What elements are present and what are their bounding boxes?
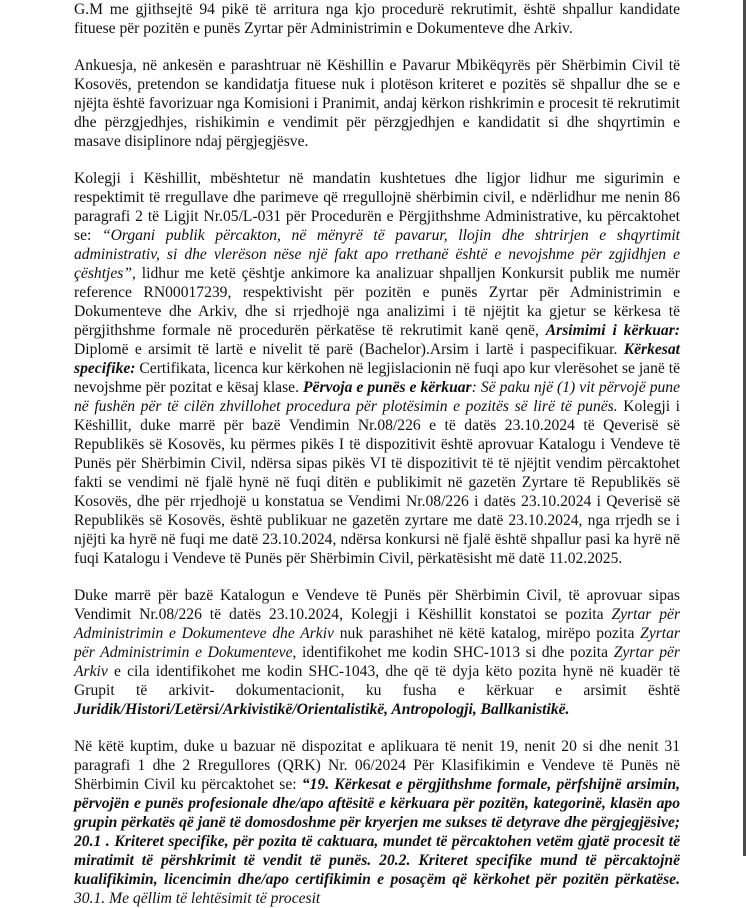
text-run: Diplomë e arsimit të lartë e nivelit të parë (Bachelor).Arsim i lartë i paspecifikuar. (74, 341, 624, 358)
paragraph-regulation (74, 737, 680, 908)
text-run: Duke marrë për bazë Katalogun e Vendeve të Punës për Shërbimin Civil, të aprovuar sipas Vendimit Nr.08/226 të datës 23.10.2024, Kolegji i Këshillit konstatoi se pozita (74, 587, 680, 623)
paragraph-gap (74, 38, 680, 56)
text-run: Në këtë kuptim, duke u bazuar në dispozitat e aplikuara të nenit 19, nenit 20 si dhe nenit 31 paragrafi 1 dhe 2 Rregullores (QRK) Nr. 06/2024 Për Klasifikimin e Vendeve të Punës në Shërbimin Civil ku përcaktohet se: (74, 738, 680, 793)
bold-italic-run: Arsimimi i kërkuar: (545, 322, 680, 339)
text-run: nuk parashihet në këtë katalog, mirëpo pozita (333, 625, 641, 642)
bold-italic-run: Përvoja e punës e kërkuar (303, 379, 472, 396)
paragraph-gap (74, 719, 680, 737)
paragraph-catalog (74, 586, 680, 719)
italic-run: : Së paku një (1) vit përvojë pune në fushën për të cilën zhvillohet procedura për plotësimin e pozitës së lirë të punës. (74, 379, 681, 415)
text-run: Kolegji i Këshillit, mbështetur në mandatin kushtetues dhe ligjor lidhur me sigurimin e respektimit të rregullave dhe parimeve që rregullojnë shërbimin civil, e ndërlidhur me nenin 86 paragrafi 2 të Ligjit Nr.05/L-031 për Procedurën e Përgjithshme Administrative, ku përcaktohet se: (74, 170, 680, 244)
bold-italic-run: “19. Kërkesat e përgjithshme formale, përfshijnë arsimin, përvojën e punës profesionale dhe/apo aftësitë e kërkuara për pozitën, kategorinë, klasën apo grupin përkatës që janë të domosdoshme për kryerjen me sukses të detyrave dhe përgjegjësive; 20.1 . Kriteret specifike, për pozita të caktuara, mundet të përcaktohen vetëm gjatë procesit të miratimit të përshkrimit të vendit të punës. 20.2. Kriteret specifike mund të përcaktojnë kualifikimin, licencimin dhe/apo certifikimin e posaçëm që kërkohet për pozitën përkatëse. (74, 776, 680, 888)
paragraph-analysis (74, 169, 680, 568)
text-run: Ankuesja, në ankesën e parashtruar në Këshillin e Pavarur Mbikëqyrës për Shërbimin Civil të Kosovës, pretendon se kandidatja fituese nuk i plotëson kriteret e pozitës së shpallur dhe se e njëjta është favorizuar nga Komisioni i Pranimit, andaj kërkon rishkrimin e procesit të rekrutimit dhe përzgjedhjes, rishikimin e vendimit për përzgjedhjen e kandidatit si dhe shqyrtimin e masave disiplinore ndaj përgjegjësve. (74, 57, 680, 150)
text-run: , lidhur me ketë çështje ankimore ka analizuar shpalljen Konkursit publik me numër reference RN00017239, respektivisht për pozitën e punës Zyrtar për Administrimin e Dokumenteve dhe Arkiv, dhe si rrjedhojë nga analizimi i të njëjtit ka gjetur se kërkesa të përgjithshme formale në procedurën përkatëse të rekrutimit kanë qenë, (74, 265, 680, 339)
paragraph-result (74, 0, 680, 38)
italic-run: “Organi publik përcakton, në mënyrë të pavarur, llojin dhe shtrirjen e shqyrtimit administrativ, si dhe vlerëson nëse një fakt apo rrethanë është e nevojshme për zgjidhjen e çështjes” (74, 227, 680, 282)
text-run: G.M me gjithsejtë 94 pikë të arritura nga kjo procedurë rekrutimit, është shpallur kandidate fituese për pozitën e punës Zyrtar për Administrimin e Dokumenteve dhe Arkiv. (74, 1, 680, 37)
paragraph-gap (74, 568, 680, 586)
bold-italic-run: Kërkesat specifike: (74, 341, 680, 377)
italic-run: Zyrtar për Administrimin e Dokumenteve (74, 625, 681, 661)
italic-run: Zyrtar për Arkiv (74, 644, 680, 680)
paragraph-complaint (74, 56, 680, 151)
italic-run: 30.1. Me qëllim të lehtësimit të procesit (74, 890, 321, 907)
paragraph-gap (74, 151, 680, 169)
bold-italic-run: Juridik/Histori/Letërsi/Arkivistikë/Orientalistikë, Antropologji, Ballkanistikë. (74, 701, 570, 718)
text-run: Kolegji i Këshillit, duke marrë për bazë Vendimin Nr.08/226 e të datës 23.10.2024 të Qeverisë së Republikës së Kosovës, ku përmes pikës I të dispozitivit është aprovuar Katalogu i Vendeve të Punës për Shërbimin Civil, ndërsa sipas pikës VI të dispozitivit të të njëjtit vendim përcaktohet fakti se vendimi në fjalë hynë në fuqi ditën e publikimit në gazetën Zyrtare të Republikës së Kosovës, dhe për rrjedhojë u konstatua se Vendimi Nr.08/226 i datës 23.10.2024 i Qeverisë së Republikës së Kosovës, është publikuar ne gazetën zyrtare me datë 23.10.2024, nga rrjedh se i njëjti ka hyrë në fuqi me datë 23.10.2024, ndërsa konkursi në fjalë është shpallur pasi ka hyrë në fuqi Katalogu i Vendeve të Punës për Shërbimin Civil, përkatësisht më datë 11.02.2025. (74, 398, 681, 567)
text-run: e cila identifikohet me kodin SHC-1043, dhe që të dyja këto pozita hynë në kuadër të Grupit të arkivit- dokumentacionit, ku fusha e kërkuar e arsimit është (74, 663, 680, 699)
text-run: Certifikata, licenca kur kërkohen në legjislacionin në fuqi apo kur vlerësohet se janë të nevojshme për pozitat e kësaj klase. (74, 360, 680, 396)
text-run: , identifikohet me kodin SHC-1013 si dhe pozita (292, 644, 614, 661)
document-page (74, 0, 681, 907)
italic-run: Zyrtar për Administrimin e Dokumenteve dhe Arkiv (74, 606, 681, 642)
